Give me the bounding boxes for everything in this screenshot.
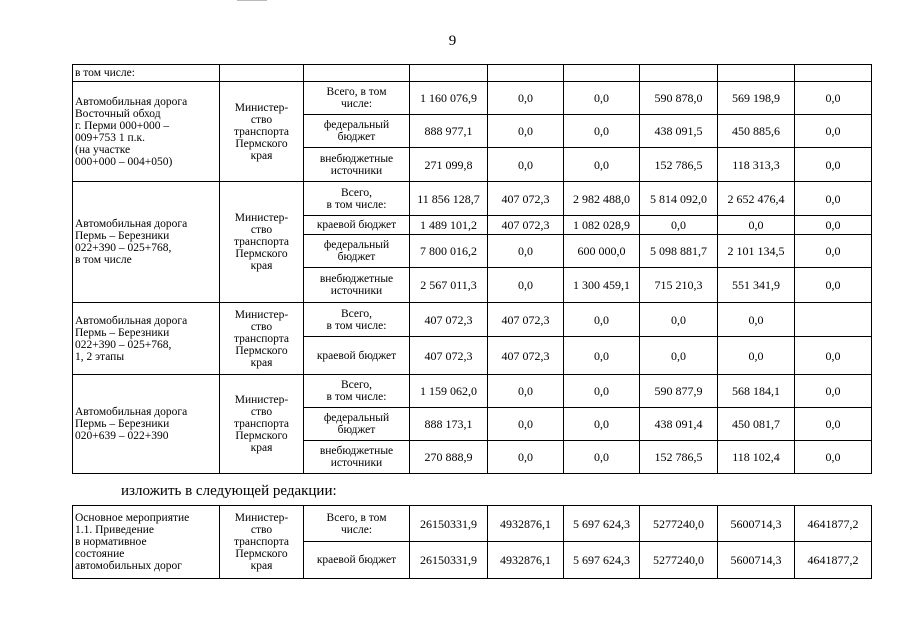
object-name-line: 1, 2 этапы — [75, 350, 125, 363]
amount-cell: 5 697 624,3 — [564, 506, 640, 542]
object-name-line: автомобильных дорог — [75, 560, 182, 572]
amount-cell: 568 184,1 — [718, 375, 795, 408]
amount-cell: 118 102,4 — [718, 441, 795, 474]
object-name-cell — [73, 506, 220, 579]
executor-line: транспорта — [233, 418, 290, 430]
executor-cell — [220, 303, 304, 375]
funding-source-line: бюджет — [337, 424, 376, 436]
funding-source-cell — [304, 216, 410, 235]
funding-source-line: Всего, в том — [326, 86, 387, 98]
funding-source-cell — [304, 303, 410, 337]
executor-line: Министер- — [234, 512, 289, 524]
amount-cell: 0,0 — [488, 408, 564, 441]
funding-source-line: федеральный — [323, 412, 390, 424]
executor-line: Пермского — [235, 137, 288, 150]
funding-source-line: федеральный — [323, 119, 390, 131]
object-name-cell — [73, 375, 220, 474]
amount-cell: 1 159 062,0 — [410, 375, 488, 408]
amount-cell: 0,0 — [640, 337, 718, 375]
object-name-cell — [73, 82, 220, 182]
object-name-line: (на участке — [75, 143, 131, 156]
funding-source-line: в том числе: — [326, 391, 387, 403]
amount-cell: 4641877,2 — [795, 506, 872, 542]
amount-cell: 0,0 — [795, 182, 872, 216]
executor-line: Министер- — [234, 212, 289, 224]
object-name-line: состояние — [75, 548, 125, 560]
amount-cell: 569 198,9 — [718, 82, 795, 115]
scan-artifact-line — [237, 0, 267, 1]
executor-line: транспорта — [233, 125, 290, 138]
executor-line: Министер- — [234, 394, 289, 406]
funding-source-cell — [304, 148, 410, 182]
executor-line: Пермского — [235, 344, 288, 357]
amount-cell: 590 877,9 — [640, 375, 718, 408]
funding-source-line: источники — [330, 457, 383, 469]
table-row — [73, 82, 872, 115]
funding-source-line: внебюджетные — [319, 445, 394, 457]
amount-cell: 11 856 128,7 — [410, 182, 488, 216]
object-name-line: Автомобильная дорога — [75, 95, 188, 108]
object-name-line: 022+390 – 025+768, — [75, 338, 172, 351]
funding-source-line: в том числе: — [326, 198, 387, 211]
amount-cell: 0,0 — [564, 375, 640, 408]
object-name-line: Автомобильная дорога — [75, 314, 188, 327]
amount-cell: 407 072,3 — [410, 303, 488, 337]
funding-source-cell — [304, 115, 410, 148]
page-number: 9 — [448, 33, 457, 49]
funding-source-cell — [304, 182, 410, 216]
table-row — [73, 375, 872, 408]
amount-cell: 2 652 476,4 — [718, 182, 795, 216]
amount-cell: 270 888,9 — [410, 441, 488, 474]
amount-cell: 0,0 — [795, 216, 872, 235]
amount-cell: 0,0 — [795, 115, 872, 148]
executor-line: Министер- — [234, 101, 289, 114]
executor-line: Министер- — [234, 308, 289, 321]
amount-cell: 4932876,1 — [488, 506, 564, 542]
executor-line: Пермского — [235, 430, 288, 442]
amount-cell: 0,0 — [488, 148, 564, 182]
object-name-line: в нормативное — [75, 536, 147, 548]
amount-cell: 0,0 — [488, 82, 564, 115]
object-name-line: Восточный обход — [75, 107, 161, 120]
executor-line: транспорта — [233, 332, 290, 345]
amount-cell: 0,0 — [488, 115, 564, 148]
amount-cell: 600 000,0 — [564, 235, 640, 268]
amount-cell: 0,0 — [718, 337, 795, 375]
amount-cell: 715 210,3 — [640, 268, 718, 303]
amount-cell: 118 313,3 — [718, 148, 795, 182]
object-name-line: 009+753 1 п.к. — [75, 131, 145, 144]
amount-cell: 407 072,3 — [410, 337, 488, 375]
funding-source-line: источники — [330, 164, 383, 177]
object-name-line: Автомобильная дорога — [75, 218, 188, 230]
sub-heading: изложить в следующей редакции: — [121, 483, 337, 499]
funding-source-cell — [304, 235, 410, 268]
amount-cell: 0,0 — [795, 148, 872, 182]
funding-source-cell — [304, 441, 410, 474]
funding-source-line: в том числе: — [326, 319, 387, 332]
amount-cell: 1 160 076,9 — [410, 82, 488, 115]
amount-cell: 0,0 — [564, 148, 640, 182]
amount-cell: 1 300 459,1 — [564, 268, 640, 303]
funding-source-cell — [304, 506, 410, 542]
amount-cell: 0,0 — [564, 408, 640, 441]
funding-table-previous — [72, 64, 872, 474]
amount-cell: 271 099,8 — [410, 148, 488, 182]
amount-cell: 0,0 — [640, 303, 718, 337]
executor-line: ство — [250, 524, 273, 536]
executor-line: края — [250, 560, 273, 572]
amount-cell: 438 091,4 — [640, 408, 718, 441]
object-name-line: 022+390 – 025+768, — [75, 242, 172, 254]
funding-source-line: краевой бюджет — [316, 349, 397, 362]
funding-source-line: Всего, — [340, 379, 373, 391]
amount-cell: 450 885,6 — [718, 115, 795, 148]
table-row — [73, 303, 872, 337]
amount-cell: 2 567 011,3 — [410, 268, 488, 303]
executor-line: транспорта — [233, 536, 290, 548]
funding-source-cell — [304, 542, 410, 579]
amount-cell: 0,0 — [564, 82, 640, 115]
amount-cell: 1 489 101,2 — [410, 216, 488, 235]
amount-cell: 888 173,1 — [410, 408, 488, 441]
funding-source-line: федеральный — [323, 239, 390, 251]
executor-line: ство — [250, 224, 273, 236]
amount-cell: 152 786,5 — [640, 148, 718, 182]
executor-line: ство — [250, 406, 273, 418]
funding-source-line: числе: — [340, 523, 373, 536]
funding-source-line: краевой бюджет — [316, 554, 397, 566]
executor-cell — [220, 375, 304, 474]
amount-cell: 1 082 028,9 — [564, 216, 640, 235]
amount-cell: 4932876,1 — [488, 542, 564, 579]
executor-line: Пермского — [235, 248, 288, 260]
executor-cell — [220, 182, 304, 303]
table-row — [73, 65, 872, 82]
object-name-line: Пермь – Березники — [75, 418, 170, 430]
amount-cell: 5600714,3 — [718, 542, 795, 579]
funding-source-cell — [304, 268, 410, 303]
amount-cell: 0,0 — [795, 235, 872, 268]
funding-source-cell — [304, 337, 410, 375]
amount-cell: 152 786,5 — [640, 441, 718, 474]
object-name-cell — [73, 303, 220, 375]
executor-line: ство — [250, 320, 273, 333]
amount-cell: 0,0 — [640, 216, 718, 235]
amount-cell: 4641877,2 — [795, 542, 872, 579]
amount-cell: 5277240,0 — [640, 506, 718, 542]
amount-cell: 0,0 — [795, 268, 872, 303]
object-name-line: 000+000 – 004+050) — [75, 155, 173, 168]
executor-line: края — [250, 442, 273, 454]
object-name-cell — [73, 182, 220, 303]
amount-cell: 407 072,3 — [488, 303, 564, 337]
amount-cell: 590 878,0 — [640, 82, 718, 115]
amount-cell: 0,0 — [488, 235, 564, 268]
object-name-line: Автомобильная дорога — [75, 406, 188, 418]
amount-cell: 2 982 488,0 — [564, 182, 640, 216]
object-name-line: в том числе — [75, 254, 132, 266]
funding-source-line: источники — [330, 285, 383, 297]
amount-cell: 438 091,5 — [640, 115, 718, 148]
amount-cell: 5277240,0 — [640, 542, 718, 579]
amount-cell: 0,0 — [795, 82, 872, 115]
funding-source-line: внебюджетные — [319, 273, 394, 285]
amount-cell: 0,0 — [718, 303, 795, 337]
amount-cell: 551 341,9 — [718, 268, 795, 303]
funding-table-new — [72, 505, 872, 579]
amount-cell: 5 697 624,3 — [564, 542, 640, 579]
object-name-line: Пермь – Березники — [75, 230, 170, 242]
amount-cell: 0,0 — [564, 441, 640, 474]
amount-cell: 888 977,1 — [410, 115, 488, 148]
executor-line: Пермского — [235, 548, 288, 560]
first-row-label: в том числе: — [73, 65, 220, 82]
object-name-line: 020+639 – 022+390 — [75, 430, 169, 442]
executor-cell — [220, 82, 304, 182]
amount-cell: 407 072,3 — [488, 337, 564, 375]
amount-cell: 0,0 — [488, 375, 564, 408]
executor-line: ство — [250, 113, 273, 126]
amount-cell: 407 072,3 — [488, 216, 564, 235]
funding-source-line: внебюджетные — [319, 152, 394, 165]
amount-cell: 0,0 — [488, 441, 564, 474]
object-name-line: 1.1. Приведение — [75, 524, 155, 536]
amount-cell: 407 072,3 — [488, 182, 564, 216]
amount-cell: 0,0 — [795, 375, 872, 408]
amount-cell: 0,0 — [718, 216, 795, 235]
executor-line: края — [250, 356, 273, 369]
executor-line: транспорта — [233, 236, 290, 248]
amount-cell: 0,0 — [795, 441, 872, 474]
object-name-line: Основное мероприятие — [75, 512, 190, 524]
funding-source-cell — [304, 408, 410, 441]
executor-line: края — [250, 260, 273, 272]
funding-source-line: бюджет — [337, 251, 376, 263]
amount-cell: 0,0 — [795, 408, 872, 441]
amount-cell: 26150331,9 — [410, 506, 488, 542]
amount-cell: 0,0 — [564, 337, 640, 375]
funding-source-line: числе: — [340, 98, 373, 110]
amount-cell: 0,0 — [564, 115, 640, 148]
amount-cell: 5 814 092,0 — [640, 182, 718, 216]
table-row — [73, 506, 872, 542]
funding-source-line: бюджет — [337, 131, 376, 143]
executor-line: края — [250, 149, 273, 162]
amount-cell: 5600714,3 — [718, 506, 795, 542]
table-row — [73, 182, 872, 216]
amount-cell: 0,0 — [488, 268, 564, 303]
amount-cell — [795, 303, 872, 337]
executor-cell — [220, 506, 304, 579]
amount-cell: 450 081,7 — [718, 408, 795, 441]
object-name-line: г. Перми 000+000 – — [75, 119, 170, 132]
amount-cell: 26150331,9 — [410, 542, 488, 579]
funding-source-cell — [304, 375, 410, 408]
amount-cell: 7 800 016,2 — [410, 235, 488, 268]
funding-source-line: краевой бюджет — [316, 219, 397, 231]
amount-cell: 0,0 — [795, 337, 872, 375]
funding-source-line: Всего, — [340, 186, 373, 199]
funding-source-line: Всего, в том — [326, 511, 387, 524]
object-name-line: Пермь – Березники — [75, 326, 170, 339]
amount-cell: 0,0 — [564, 303, 640, 337]
amount-cell: 5 098 881,7 — [640, 235, 718, 268]
funding-source-cell — [304, 82, 410, 115]
funding-source-line: Всего, — [340, 307, 373, 320]
amount-cell: 2 101 134,5 — [718, 235, 795, 268]
